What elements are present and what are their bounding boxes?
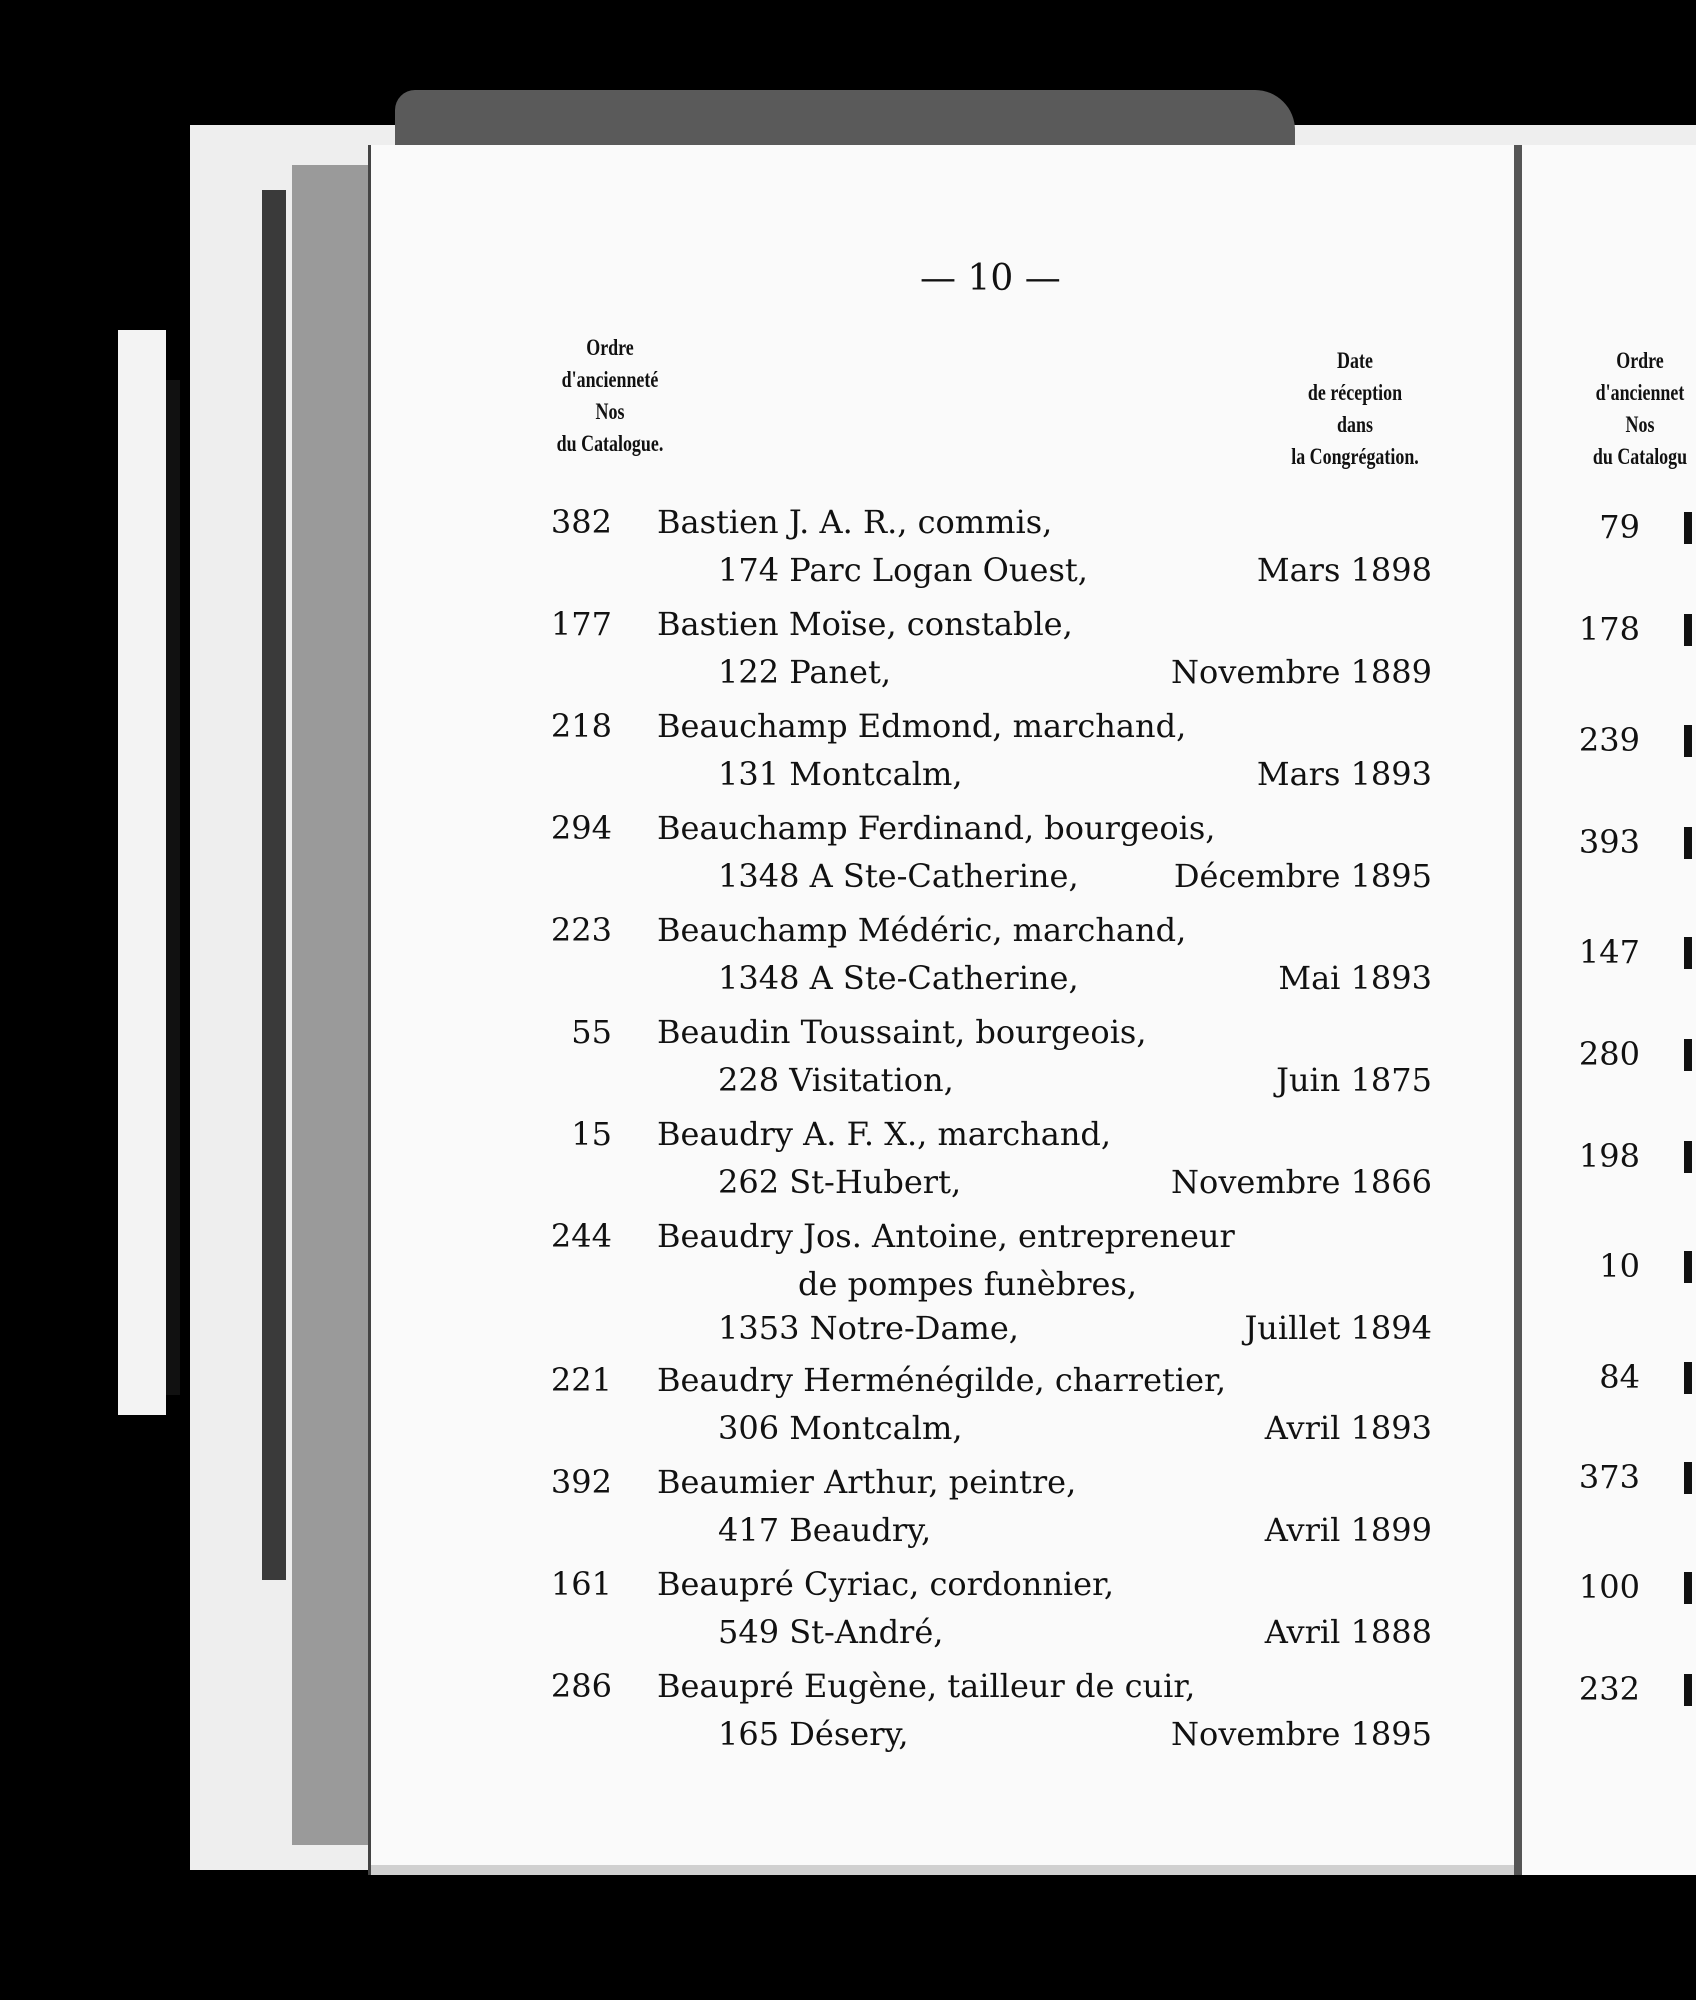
reception-date: Mars 1898 — [1256, 551, 1432, 589]
catalogue-number: 55 — [571, 1013, 612, 1051]
header-line: Ordre — [1616, 348, 1664, 373]
catalogue-number: 392 — [550, 1463, 612, 1501]
reception-date: Avril 1893 — [1264, 1409, 1432, 1447]
header-line: Nos — [1625, 412, 1655, 437]
member-address: 131 Montcalm, — [718, 755, 963, 793]
member-address: 122 Panet, — [718, 653, 891, 691]
page-stack-shadow — [262, 190, 286, 1580]
facing-cutoff-letter — [1684, 1141, 1692, 1173]
member-address: 417 Beaudry, — [718, 1511, 932, 1549]
register-entry — [540, 1115, 1440, 1225]
catalogue-number: 221 — [550, 1361, 612, 1399]
catalogue-number: 223 — [550, 911, 612, 949]
register-entry — [540, 1667, 1440, 1777]
header-line: d'anciennet — [1595, 380, 1685, 405]
facing-catalogue-number: 147 — [1578, 933, 1640, 971]
reception-date: Novembre 1889 — [1171, 653, 1432, 691]
facing-cutoff-letter — [1684, 1462, 1692, 1494]
facing-catalogue-number: 100 — [1578, 1568, 1640, 1606]
header-line: Nos — [595, 399, 625, 424]
register-entry — [540, 707, 1440, 817]
register-entry — [540, 1565, 1440, 1675]
facing-column-header — [1582, 345, 1696, 473]
facing-cutoff-letter — [1684, 1572, 1692, 1604]
scan-margin-edge — [166, 380, 180, 1395]
member-address: 549 St-André, — [718, 1613, 944, 1651]
member-name: Beaudin Toussaint, bourgeois, — [657, 1013, 1147, 1051]
book-torn-edge — [395, 90, 1295, 150]
catalogue-number: 244 — [550, 1217, 612, 1255]
reception-date: Décembre 1895 — [1173, 857, 1432, 895]
facing-catalogue-number: 79 — [1599, 508, 1640, 546]
member-address: 1348 A Ste-Catherine, — [718, 959, 1079, 997]
member-name: Beaudry Herménégilde, charretier, — [657, 1361, 1226, 1399]
register-entry — [540, 1013, 1440, 1123]
right-column-header — [1265, 345, 1444, 473]
facing-catalogue-number: 232 — [1578, 1670, 1640, 1708]
page-number: — 10 — — [920, 258, 1061, 299]
reception-date: Mars 1893 — [1256, 755, 1432, 793]
header-line: Date — [1337, 348, 1373, 373]
facing-cutoff-letter — [1684, 827, 1692, 859]
reception-date: Avril 1899 — [1264, 1511, 1432, 1549]
register-entry — [540, 605, 1440, 715]
catalogue-number: 177 — [550, 605, 612, 643]
facing-cutoff-letter — [1684, 1674, 1692, 1706]
reception-date: Juillet 1894 — [1244, 1309, 1432, 1347]
reception-date: Avril 1888 — [1264, 1613, 1432, 1651]
facing-catalogue-number: 239 — [1578, 721, 1640, 759]
register-entry — [540, 809, 1440, 919]
member-name: Bastien Moïse, constable, — [657, 605, 1073, 643]
member-name: Bastien J. A. R., commis, — [657, 503, 1053, 541]
left-column-header — [540, 332, 680, 460]
catalogue-number: 161 — [550, 1565, 612, 1603]
reception-date: Juin 1875 — [1276, 1061, 1432, 1099]
reception-date: Mai 1893 — [1278, 959, 1432, 997]
member-address: 165 Désery, — [718, 1715, 909, 1753]
facing-catalogue-number: 280 — [1578, 1035, 1640, 1073]
header-line: du Catalogu — [1592, 444, 1688, 469]
catalogue-number: 15 — [571, 1115, 612, 1153]
facing-cutoff-letter — [1684, 1039, 1692, 1071]
header-line: Ordre — [586, 335, 634, 360]
member-name: Beaumier Arthur, peintre, — [657, 1463, 1077, 1501]
register-entry — [540, 1361, 1440, 1471]
catalogue-number: 218 — [550, 707, 612, 745]
member-address: 174 Parc Logan Ouest, — [718, 551, 1088, 589]
member-address: 1348 A Ste-Catherine, — [718, 857, 1079, 895]
header-line: d'ancienneté — [561, 367, 659, 392]
member-name: Beaudry A. F. X., marchand, — [657, 1115, 1112, 1153]
catalogue-number: 294 — [550, 809, 612, 847]
catalogue-number: 286 — [550, 1667, 612, 1705]
reception-date: Novembre 1866 — [1171, 1163, 1432, 1201]
page-stack-edge — [292, 165, 372, 1845]
facing-catalogue-number: 10 — [1599, 1247, 1640, 1285]
header-line: du Catalogue. — [556, 431, 664, 456]
member-address: 262 St-Hubert, — [718, 1163, 962, 1201]
book-gutter — [1514, 145, 1522, 1875]
facing-cutoff-letter — [1684, 512, 1692, 544]
member-name: Beauchamp Edmond, marchand, — [657, 707, 1187, 745]
member-name: Beaupré Eugène, tailleur de cuir, — [657, 1667, 1196, 1705]
member-address: 1353 Notre-Dame, — [718, 1309, 1019, 1347]
catalogue-number: 382 — [550, 503, 612, 541]
facing-catalogue-number: 198 — [1578, 1137, 1640, 1175]
facing-cutoff-letter — [1684, 1251, 1692, 1283]
member-address: 228 Visitation, — [718, 1061, 954, 1099]
register-entry — [540, 911, 1440, 1021]
register-entry — [540, 1463, 1440, 1573]
member-occupation-continued: de pompes funèbres, — [798, 1265, 1138, 1303]
facing-cutoff-letter — [1684, 937, 1692, 969]
member-name: Beauchamp Ferdinand, bourgeois, — [657, 809, 1216, 847]
facing-cutoff-letter — [1684, 1362, 1692, 1394]
member-address: 306 Montcalm, — [718, 1409, 963, 1447]
facing-catalogue-number: 178 — [1578, 610, 1640, 648]
register-entry — [540, 1217, 1440, 1367]
member-name: Beauchamp Médéric, marchand, — [657, 911, 1187, 949]
header-line: de réception — [1307, 380, 1403, 405]
register-entry — [540, 503, 1440, 613]
member-name: Beaudry Jos. Antoine, entrepreneur — [657, 1217, 1235, 1255]
facing-catalogue-number: 373 — [1578, 1458, 1640, 1496]
reception-date: Novembre 1895 — [1171, 1715, 1432, 1753]
header-line: dans — [1337, 412, 1373, 437]
facing-catalogue-number: 393 — [1578, 823, 1640, 861]
member-name: Beaupré Cyriac, cordonnier, — [657, 1565, 1115, 1603]
facing-cutoff-letter — [1684, 725, 1692, 757]
scan-margin-strip — [118, 330, 166, 1415]
facing-catalogue-number: 84 — [1599, 1358, 1640, 1396]
facing-cutoff-letter — [1684, 614, 1692, 646]
header-line: la Congrégation. — [1291, 444, 1419, 469]
